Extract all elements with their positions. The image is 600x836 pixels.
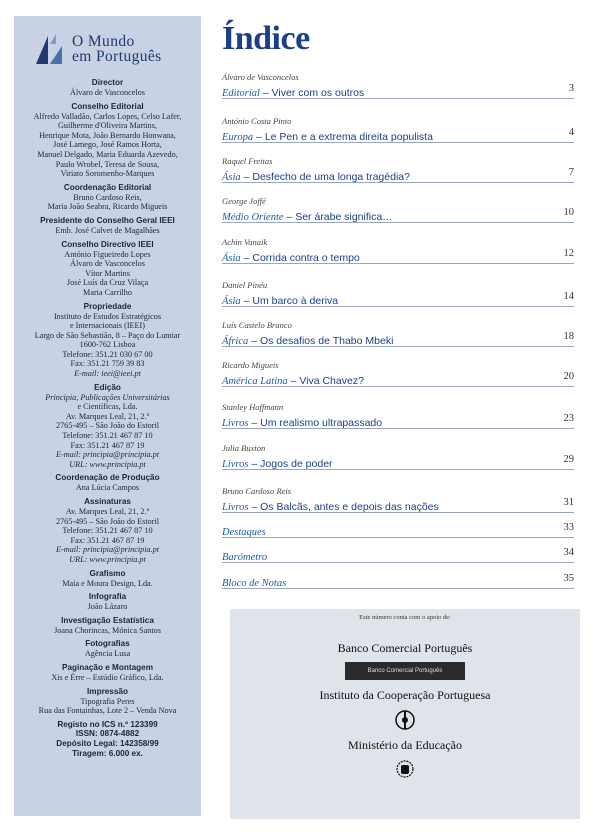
masthead-line: Maia e Moura Design, Lda. <box>62 578 153 588</box>
masthead-line: URL: www.principia.pt <box>69 554 146 564</box>
entry-title: Corrida contra o tempo <box>252 252 360 264</box>
masthead-sidebar <box>14 16 201 816</box>
entry-divider <box>222 98 574 99</box>
brand-mark-icon <box>34 32 64 66</box>
sponsor-name: Ministério da Educação <box>348 738 462 752</box>
masthead-heading: Infografia <box>88 592 127 602</box>
entry-section: Médio Oriente <box>222 212 284 223</box>
masthead-line: Telefone: 351.21 467 87 10 <box>62 526 153 536</box>
entry-divider <box>222 562 574 563</box>
entry-page-number: 12 <box>563 248 574 259</box>
masthead-line: Fax: 351.21 467 87 19 <box>70 535 145 545</box>
masthead-line: Álvaro de Vasconcelos <box>70 259 145 269</box>
index-entry[interactable]: Luís Castelo Branco África – Os desafios de Thabo Mbeki 18 <box>222 320 574 347</box>
entry-page-number: 29 <box>563 454 574 465</box>
bank-logo: Banco Comercial Português <box>345 662 465 680</box>
entry-author: George Joffé <box>222 196 266 206</box>
entry-page-number: 4 <box>568 127 574 138</box>
brand-line-2: em Português <box>72 48 162 65</box>
entry-title: Um realismo ultrapassado <box>260 417 383 429</box>
masthead-heading: Coordenação de Produção <box>55 473 160 483</box>
index-entry[interactable]: Raquel Freitas Ásia – Desfecho de uma longa tragédia? 7 <box>222 156 574 183</box>
sponsor-box <box>230 609 580 819</box>
entry-section: Editorial <box>222 88 260 99</box>
entry-title: Um barco à deriva <box>252 295 339 307</box>
masthead-line: Henrique Mota, João Bernardo Honwana, <box>39 130 176 140</box>
masthead-heading: Conselho Directivo IEEI <box>61 239 154 249</box>
masthead-section <box>20 473 195 493</box>
entry-author: Achin Vanaik <box>222 237 268 247</box>
entry-author: Ricardo Migueis <box>222 360 279 370</box>
entry-title: Os Balcãs, antes e depois das nações <box>260 501 439 513</box>
masthead-line: URL: www.principia.pt <box>69 459 146 469</box>
masthead-heading: Paginação e Montagem <box>62 662 153 672</box>
masthead-line: 2765-495 – São João do Estoril <box>55 421 160 431</box>
registry-line: Tiragem: 6.000 ex. <box>72 748 143 758</box>
index-entry[interactable]: Achin Vanaik Ásia – Corrida contra o tempo 12 <box>222 237 574 264</box>
entry-section: Livros <box>222 418 249 429</box>
index-entry[interactable]: George Joffé Médio Oriente – Ser árabe significa… 10 <box>222 196 574 223</box>
masthead-section <box>20 592 195 612</box>
masthead-line: Agência Lusa <box>84 649 131 659</box>
index-entry[interactable]: Bruno Cardoso Reis Livros – Os Balcãs, antes e depois das nações 31 <box>222 486 574 513</box>
entry-divider <box>222 346 574 347</box>
index-entry[interactable]: Daniel Pinéu Ásia – Um barco à deriva 14 <box>222 280 574 307</box>
masthead-line: Principia, Publicações Universitárias <box>45 392 170 402</box>
entry-page-number: 14 <box>563 291 574 302</box>
entry-title: Ser árabe significa… <box>295 211 393 223</box>
entry-divider <box>222 386 574 387</box>
entry-section: Europa <box>222 132 254 143</box>
masthead-line: Alfredo Valladão, Carlos Lopes, Celso Lafer, <box>33 111 182 121</box>
entry-page-number: 35 <box>563 573 574 584</box>
masthead-heading: Investigação Estatística <box>61 615 154 625</box>
entry-title: Viva Chavez? <box>299 375 364 387</box>
masthead-line: João Lázaro <box>87 602 128 612</box>
masthead-section <box>20 302 195 379</box>
masthead-heading: Presidente do Conselho Geral IEEI <box>40 215 175 225</box>
masthead-line: E-mail: ieei@ieei.pt <box>74 369 141 379</box>
masthead-line: Rua das Fontainhas, Lote 2 – Venda Nova <box>38 706 177 716</box>
masthead-line: Instituto de Estudos Estratégicos <box>53 311 162 321</box>
entry-author: Raquel Freitas <box>222 156 273 166</box>
masthead-heading: Impressão <box>87 686 128 696</box>
entry-divider <box>222 222 574 223</box>
entry-section: África <box>222 336 249 347</box>
entry-divider <box>222 428 574 429</box>
entry-author: Daniel Pinéu <box>222 280 268 290</box>
entry-divider <box>222 537 574 538</box>
masthead-heading: Propriedade <box>83 301 132 311</box>
entry-section: América Latina <box>222 376 288 387</box>
masthead-line: José Luís da Cruz Vilaça <box>66 278 149 288</box>
masthead-heading: Fotografias <box>85 639 130 649</box>
entry-divider <box>222 469 574 470</box>
brand-line-1: O Mundo <box>72 33 135 50</box>
entry-section: Barómetro <box>222 552 268 563</box>
masthead-line: Manuel Delgado, Maria Eduarda Azevedo, <box>37 149 178 159</box>
entry-section: Ásia <box>222 172 241 183</box>
masthead-line: 1600-762 Lisboa <box>79 340 136 350</box>
entry-page-number: 31 <box>563 497 574 508</box>
masthead-line: Tipografia Peres <box>80 696 135 706</box>
masthead-section <box>20 639 195 659</box>
entry-page-number: 10 <box>563 207 574 218</box>
masthead-heading: Director <box>91 78 124 87</box>
entry-divider <box>222 588 574 589</box>
index-entry[interactable] <box>222 573 574 613</box>
masthead-section <box>20 687 195 716</box>
masthead-section <box>20 183 195 212</box>
entry-section: Livros <box>222 502 249 513</box>
masthead-section <box>20 78 195 98</box>
entry-section: Ásia <box>222 296 241 307</box>
masthead-line: 2765-495 – São João do Estoril <box>55 516 160 526</box>
masthead-line: e Internacionais (IEEI) <box>69 321 145 331</box>
masthead-line: Guilherme d'Oliveira Martins, <box>57 121 158 131</box>
masthead-line: Fax: 351.21 467 87 19 <box>70 440 145 450</box>
entry-author: Luís Castelo Branco <box>222 320 292 330</box>
page-title: Índice <box>222 20 310 57</box>
registry-line: Depósito Legal: 142358/99 <box>56 738 159 748</box>
entry-page-number: 3 <box>568 83 574 94</box>
masthead-line: Álvaro de Vasconcelos <box>70 88 145 97</box>
entry-title: Jogos de poder <box>260 458 333 470</box>
masthead-line: E-mail: principia@principia.pt <box>55 450 160 460</box>
entry-page-number: 34 <box>563 547 574 558</box>
entry-divider <box>222 142 574 143</box>
masthead-line: Largo de São Sebastião, 8 – Paço do Lumiar <box>34 330 181 340</box>
masthead-line: e Científicas, Lda. <box>77 402 138 412</box>
brand-logo <box>20 16 195 78</box>
entry-title: Le Pen e a extrema direita populista <box>264 131 433 143</box>
entry-divider <box>222 512 574 513</box>
masthead-line: António Figueiredo Lopes <box>64 249 151 259</box>
masthead-line: Telefone: 351.21 030 67 00 <box>62 349 153 359</box>
masthead-section <box>20 616 195 636</box>
masthead-section <box>20 216 195 236</box>
masthead-line: Telefone: 351.21 467 87 10 <box>62 431 153 441</box>
masthead-heading: Edição <box>94 382 121 392</box>
masthead-list <box>20 78 195 716</box>
masthead-heading: Conselho Editorial <box>71 101 144 111</box>
masthead-section <box>20 102 195 179</box>
masthead-line: Fax: 351.21 759 39 83 <box>70 359 145 369</box>
entry-page-number: 23 <box>563 413 574 424</box>
entry-author: Julia Buxton <box>222 443 266 453</box>
masthead-line: Ana Lúcia Campos <box>75 483 140 493</box>
masthead-line: Maria João Seabra, Ricardo Migueis <box>47 202 168 212</box>
masthead-line: Av. Marques Leal, 21, 2.º <box>65 411 150 421</box>
cooperation-emblem-icon <box>394 709 416 731</box>
masthead-line: Joana Chorincas, Mónica Santos <box>54 625 161 635</box>
masthead-line: Maria Carrilho <box>83 287 132 297</box>
entry-section: Livros <box>222 459 249 470</box>
index-entry[interactable]: Ricardo Migueis América Latina – Viva Chavez? 20 <box>222 360 574 387</box>
masthead-heading: Coordenação Editorial <box>63 182 152 192</box>
entry-section: Ásia <box>222 253 241 264</box>
masthead-line: Emb. José Calvet de Magalhães <box>55 225 160 235</box>
entry-author: Álvaro de Vasconcelos <box>222 72 299 82</box>
masthead-line: José Lamego, José Ramos Horta, <box>53 140 162 150</box>
entry-page-number: 33 <box>563 522 574 533</box>
entry-page-number: 18 <box>563 331 574 342</box>
entry-section: Destaques <box>222 527 266 538</box>
sponsor-name: Instituto da Cooperação Portuguesa <box>319 688 491 702</box>
masthead-line: E-mail: principia@principia.pt <box>55 545 160 555</box>
entry-divider <box>222 306 574 307</box>
registry-line: ISSN: 0874-4882 <box>75 729 140 739</box>
masthead-section <box>20 240 195 298</box>
masthead-section <box>20 663 195 683</box>
entry-author: Stanley Hoffmann <box>222 402 284 412</box>
republic-arms-icon <box>394 759 416 779</box>
masthead-heading: Grafismo <box>89 568 126 578</box>
masthead-line: Av. Marques Leal, 21, 2.º <box>65 507 150 516</box>
entry-author: Bruno Cardoso Reis <box>222 486 292 496</box>
masthead-line: Bruno Cardoso Reis, <box>73 192 142 202</box>
entry-section: Bloco de Notas <box>222 578 287 589</box>
index-entry[interactable]: António Costa Pinto Europa – Le Pen e a extrema direita populista 4 <box>222 116 574 143</box>
masthead-section <box>20 569 195 589</box>
index-entry[interactable]: Julia Buxton Livros – Jogos de poder 29 <box>222 443 574 470</box>
entry-author: António Costa Pinto <box>222 116 292 126</box>
sponsor-intro: Este número conta com o apoio de: <box>359 614 451 621</box>
entry-title: Os desafios de Thabo Mbeki <box>259 335 394 347</box>
masthead-heading: Assinaturas <box>84 497 131 506</box>
masthead-line: Vítor Martins <box>85 268 130 278</box>
registry-block <box>20 720 195 758</box>
entry-divider <box>222 263 574 264</box>
entry-page-number: 7 <box>568 167 574 178</box>
masthead-section <box>20 383 195 470</box>
masthead-section <box>20 497 195 565</box>
entry-divider <box>222 182 574 183</box>
masthead-line: Viriato Soromenho-Marques <box>60 169 155 179</box>
masthead-line: Xis e Érre – Estúdio Gráfico, Lda. <box>51 672 164 682</box>
index-entry[interactable]: Álvaro de Vasconcelos Editorial – Viver com os outros 3 <box>222 72 574 99</box>
entry-title: Viver com os outros <box>271 87 365 99</box>
entry-page-number: 20 <box>563 371 574 382</box>
sponsor-name: Banco Comercial Português <box>337 641 473 655</box>
registry-line: Registo no ICS n.º 123399 <box>57 719 158 729</box>
entry-title: Desfecho de uma longa tragédia? <box>252 171 410 183</box>
masthead-line: Paulo Wrobel, Teresa de Sousa, <box>55 159 160 169</box>
index-entry[interactable]: Stanley Hoffmann Livros – Um realismo ultrapassado 23 <box>222 402 574 429</box>
